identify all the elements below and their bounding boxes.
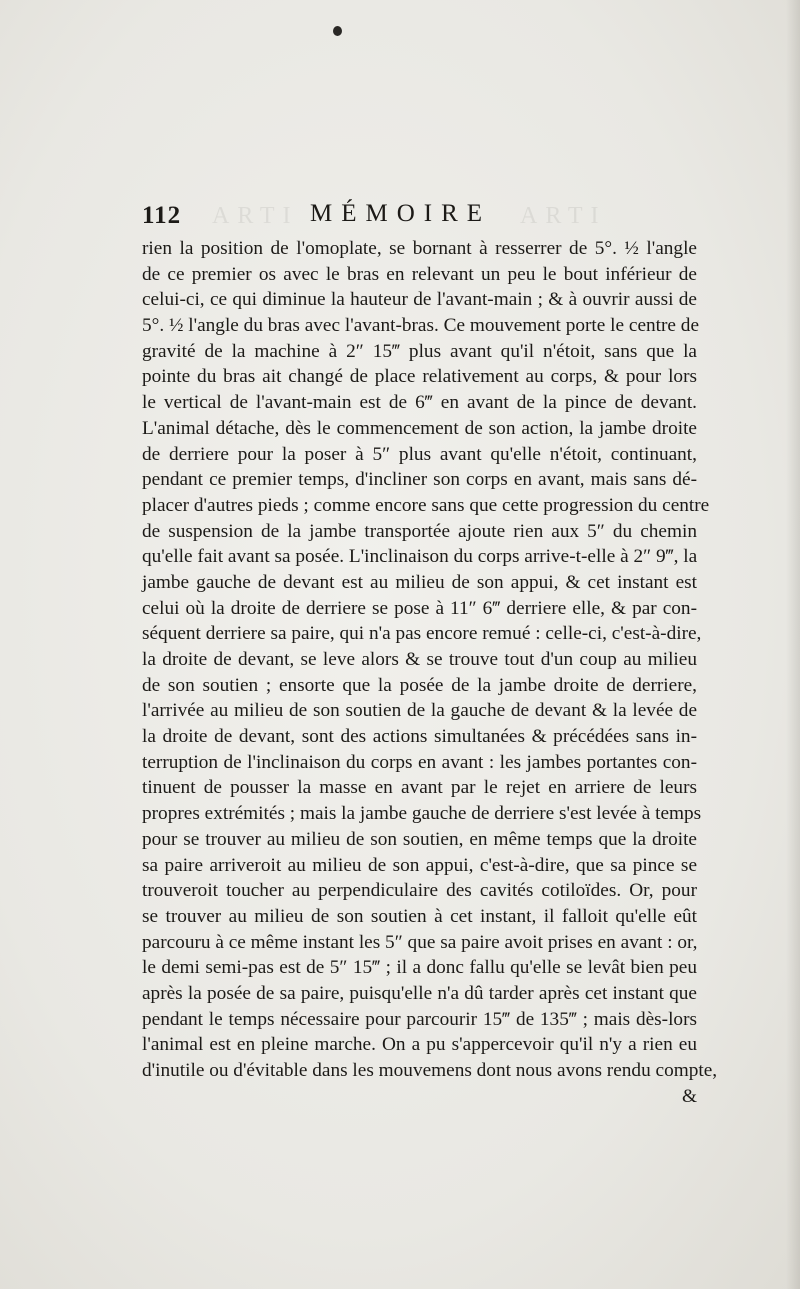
page-edge-shadow (786, 0, 800, 1289)
text-line: pendant le temps nécessaire pour parcourir 15‴ de 135‴ ; mais dès-lors (142, 1008, 697, 1030)
text-line: l'animal est en pleine marche. On a pu s'appercevoir qu'il n'y a rien eu (142, 1034, 697, 1056)
ink-spot (333, 26, 342, 36)
text-line: de suspension de la jambe transportée ajoute rien aux 5″ du chemin (142, 520, 697, 542)
text-line: d'inutile ou d'évitable dans les mouvemens dont nous avons rendu compte, (142, 1060, 718, 1081)
text-line: placer d'autres pieds ; comme encore sans que cette progression du centre (142, 494, 710, 516)
text-line: la droite de devant, sont des actions simultanées & précédées sans in- (142, 726, 697, 748)
text-line: de ce premier os avec le bras en relevant un peu le bout inférieur de (142, 263, 697, 285)
text-line: qu'elle fait avant sa posée. L'inclinaison du corps arrive-t-elle à 2″ 9‴, la (142, 546, 698, 568)
text-line: après la posée de sa paire, puisqu'elle n'a dû tarder après cet instant que (142, 982, 697, 1004)
text-line: L'animal détache, dès le commencement de son action, la jambe droite (142, 417, 697, 439)
text-line: gravité de la machine à 2″ 15‴ plus avant qu'il n'étoit, sans que la (142, 340, 697, 362)
text-line: la droite de devant, se leve alors & se trouve tout d'un coup au milieu (142, 649, 697, 670)
text-line: de son soutien ; ensorte que la posée de la jambe droite de derriere, (142, 674, 697, 696)
text-line: celui-ci, ce qui diminue la hauteur de l'avant-main ; & à ouvrir aussi de (142, 289, 697, 311)
text-line: de derriere pour la poser à 5″ plus avant qu'elle n'étoit, continuant, (142, 443, 697, 465)
catchword: & (682, 1085, 697, 1107)
text-line: propres extrémités ; mais la jambe gauche de derriere s'est levée à temps (142, 803, 702, 825)
text-line: le vertical de l'avant-main est de 6‴ en avant de la pince de devant. (142, 392, 697, 414)
text-line: se trouver au milieu de son soutien à cet instant, il falloit qu'elle eût (142, 905, 697, 927)
text-line: parcouru à ce même instant les 5″ que sa paire avoit prises en avant : or, (142, 931, 698, 953)
text-line: pendant ce premier temps, d'incliner son corps en avant, mais sans dé- (142, 469, 697, 491)
running-title: MÉMOIRE (310, 200, 492, 227)
text-line: l'arrivée au milieu de son soutien de la gauche de devant & la levée de (142, 700, 697, 722)
bleed-through-text-right: ARTI (520, 203, 607, 229)
text-line: le demi semi-pas est de 5″ 15‴ ; il a donc fallu qu'elle se levât bien peu (142, 957, 697, 979)
text-line: 5°. ½ l'angle du bras avec l'avant-bras. Ce mouvement porte le centre de (142, 315, 700, 337)
text-line: tinuent de pousser la masse en avant par le rejet en arriere de leurs (142, 777, 697, 799)
page-number: 112 (142, 202, 182, 229)
bleed-through-text-left: ARTI (212, 203, 299, 229)
text-line: séquent derriere sa paire, qui n'a pas encore remué : celle-ci, c'est-à-dire, (142, 623, 702, 645)
text-line: pour se trouver au milieu de son soutien, en même temps que la droite (142, 828, 697, 850)
text-line: rien la position de l'omoplate, se bornant à resserrer de 5°. ½ l'angle (142, 238, 697, 259)
text-line: pointe du bras ait changé de place relativement au corps, & pour lors (142, 366, 697, 388)
text-line: terruption de l'inclinaison du corps en avant : les jambes portantes con- (142, 751, 697, 773)
text-line: sa paire arriveroit au milieu de son appui, c'est-à-dire, que sa pince se (142, 854, 697, 876)
body-text (142, 236, 718, 1109)
text-line: trouveroit toucher au perpendiculaire des cavités cotiloïdes. Or, pour (142, 880, 697, 902)
text-line: celui où la droite de derriere se pose à 11″ 6‴ derriere elle, & par con- (142, 597, 697, 619)
text-line: jambe gauche de devant est au milieu de son appui, & cet instant est (142, 571, 697, 593)
